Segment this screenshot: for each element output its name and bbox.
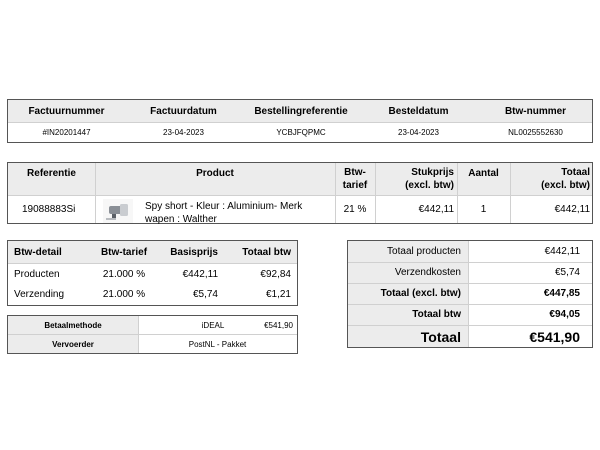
col-total-header-line1: Totaal: [561, 167, 590, 178]
total-products-value: €442,11: [544, 246, 580, 257]
total-excl-vat-value: €447,85: [543, 288, 580, 299]
payment-method-label: Betaalmethode: [44, 320, 102, 330]
col-product-header: Product: [196, 167, 234, 179]
shipping-cost-value: €5,74: [554, 267, 580, 278]
order-date-value: 23-04-2023: [398, 127, 439, 137]
payment-table: [7, 315, 298, 354]
total-excl-vat-label: Totaal (excl. btw): [380, 288, 461, 299]
col-total-header-line2: (excl. btw): [541, 180, 590, 191]
col-reference-header: Referentie: [27, 167, 76, 179]
invoice-number-value: #IN20201447: [42, 127, 91, 137]
total-vat-label: Totaal btw: [412, 309, 461, 320]
vat-detail-products-base: €442,11: [182, 268, 218, 280]
col-unit-price-header: [375, 166, 454, 192]
vat-detail-products-total: €92,84: [260, 268, 291, 280]
col-vat-rate-header-line1: Btw-: [344, 167, 366, 178]
payment-method-amount: €541,90: [264, 320, 293, 330]
order-reference-label: Bestellingreferentie: [254, 105, 348, 117]
product-vat-rate: 21 %: [343, 203, 367, 215]
vat-detail-header-total: Totaal btw: [242, 246, 291, 258]
vat-number-label: Btw-nummer: [504, 105, 567, 117]
total-products-label: Totaal producten: [387, 246, 461, 257]
total-vat-value: €94,05: [549, 309, 580, 320]
vat-detail-products-rate: 21.000 %: [102, 268, 146, 280]
products-table: [7, 162, 593, 224]
col-total-header: [510, 166, 590, 192]
product-thumbnail-icon: [103, 199, 133, 223]
vat-detail-table: [7, 240, 298, 306]
vat-detail-products-label: Producten: [14, 268, 60, 280]
product-name: [145, 200, 335, 226]
vat-detail-header-base: Basisprijs: [170, 246, 218, 258]
order-date-label: Besteldatum: [388, 105, 449, 117]
vat-detail-shipping-rate: 21.000 %: [102, 288, 146, 300]
product-quantity: 1: [480, 203, 487, 215]
col-unit-price-header-line1: Stukprijs: [411, 167, 454, 178]
vat-detail-header-rate: Btw-tarief: [100, 246, 148, 258]
grand-total-value: €541,90: [529, 329, 580, 345]
carrier-value: PostNL - Pakket: [188, 339, 247, 349]
product-name-line2: wapen : Walther: [145, 214, 217, 225]
product-unit-price: €442,11: [418, 203, 454, 215]
grand-total-label: Totaal: [420, 329, 461, 345]
invoice-date-value: 23-04-2023: [163, 127, 204, 137]
col-vat-rate-header-line2: tarief: [342, 180, 368, 191]
payment-method-value: iDEAL: [201, 320, 225, 330]
col-quantity-header: Aantal: [468, 167, 499, 179]
vat-number-value: NL0025552630: [508, 127, 563, 137]
col-vat-rate-header: [335, 166, 375, 192]
totals-table: [347, 240, 593, 348]
invoice-header-table: [7, 99, 593, 143]
order-reference-value: YCBJFQPMC: [276, 127, 326, 137]
product-reference: 19088883Si: [22, 203, 76, 215]
carrier-label: Vervoerder: [52, 339, 94, 349]
vat-detail-shipping-label: Verzending: [14, 288, 65, 300]
invoice-date-label: Factuurdatum: [150, 105, 217, 117]
vat-detail-header-detail: Btw-detail: [14, 246, 62, 258]
product-total: €442,11: [554, 203, 590, 215]
invoice-number-label: Factuurnummer: [28, 105, 105, 117]
col-unit-price-header-line2: (excl. btw): [405, 180, 454, 191]
shipping-cost-label: Verzendkosten: [394, 267, 461, 278]
product-name-line1: Spy short - Kleur : Aluminium- Merk: [145, 201, 303, 212]
vat-detail-shipping-total: €1,21: [265, 288, 291, 300]
vat-detail-shipping-base: €5,74: [192, 288, 218, 300]
